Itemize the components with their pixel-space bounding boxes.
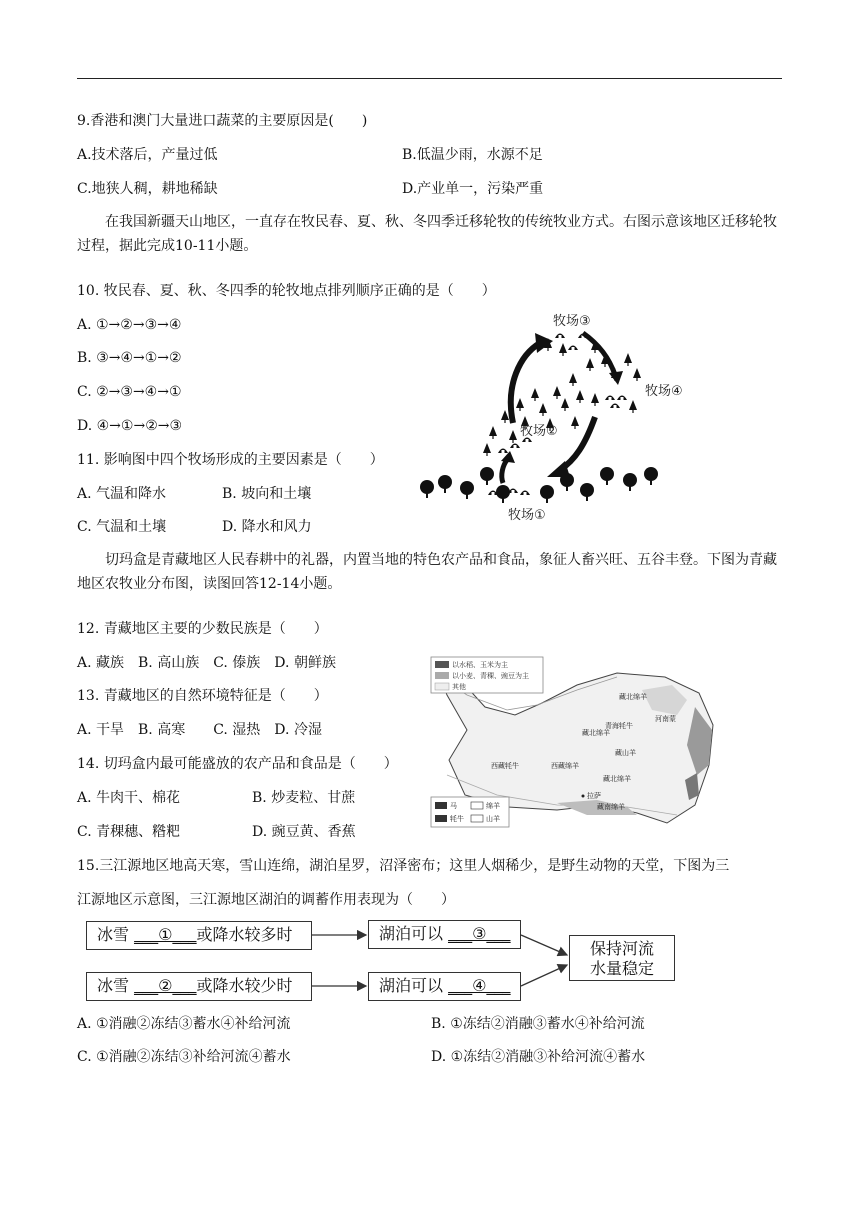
legend-wheat-barley: 以小麦、青稞、豌豆为主 [452, 672, 529, 680]
box3-prefix: 湖泊可以 [379, 924, 444, 943]
blank-1: ___①___ [134, 925, 197, 944]
map-label: 藏北绵羊 [619, 693, 647, 701]
q10-stem: 10. 牧民春、夏、秋、冬四季的轮牧地点排列顺序正确的是（ ） [77, 283, 496, 299]
q11-option-d[interactable]: D. 降水和风力 [222, 519, 312, 535]
q14-option-d[interactable]: D. 豌豆黄、香蕉 [252, 824, 356, 840]
q10-option-c[interactable]: C. ②→③→④→① [77, 384, 182, 400]
result-line2: 水量稳定 [589, 959, 654, 978]
q11-option-a[interactable]: A. 气温和降水 [77, 486, 167, 502]
result-line1: 保持河流 [589, 939, 654, 958]
q15-option-b[interactable]: B. ①冻结②消融③蓄水④补给河流 [431, 1016, 645, 1032]
map-label: 拉萨 [587, 792, 601, 800]
q9-option-b[interactable]: B.低温少雨，水源不足 [402, 147, 543, 163]
q14-option-b[interactable]: B. 炒麦粒、甘蔗 [252, 790, 356, 806]
map-label: 西藏牦牛 [491, 762, 519, 770]
map-label: 藏北绵羊 [582, 729, 610, 737]
q13-stem: 13. 青藏地区的自然环境特征是（ ） [77, 688, 328, 704]
q10-option-a[interactable]: A. ①→②→③→④ [77, 317, 182, 333]
map-label: 青海牦牛 [605, 722, 633, 730]
q9-option-c[interactable]: C.地狭人稠，耕地稀缺 [77, 181, 218, 197]
q14-option-a[interactable]: A. 牛肉干、棉花 [77, 790, 181, 806]
q15-option-c[interactable]: C. ①消融②冻结③补给河流④蓄水 [77, 1049, 291, 1065]
q12-stem: 12. 青藏地区主要的少数民族是（ ） [77, 621, 328, 637]
box2-prefix: 冰雪 [97, 976, 130, 995]
pasture-2-label: 牧场② [520, 424, 558, 439]
box4-prefix: 湖泊可以 [379, 976, 444, 995]
legend-goat: 山羊 [486, 815, 500, 823]
legend-other: 其他 [452, 683, 466, 691]
map-label: 藏山羊 [615, 749, 636, 757]
q9-option-d[interactable]: D.产业单一，污染严重 [402, 181, 544, 197]
q12-options[interactable]: A. 藏族 B. 高山族 C. 傣族 D. 朝鲜族 [77, 655, 336, 671]
map-label: 藏北绵羊 [603, 775, 631, 783]
pasture-3-label: 牧场③ [553, 314, 591, 329]
q10-option-d[interactable]: D. ④→①→②→③ [77, 418, 183, 434]
pasture-1-label: 牧场① [508, 508, 546, 523]
intro-12-14: 切玛盒是青藏地区人民春耕中的礼器，内置当地的特色农产品和食品，象征人畜兴旺、五谷丰登。下图为青藏地区农牧业分布图，读图回答12-14小题。 [77, 552, 777, 592]
q10-option-b[interactable]: B. ③→④→①→② [77, 350, 182, 366]
box1-prefix: 冰雪 [97, 925, 130, 944]
intro-10-11: 在我国新疆天山地区，一直存在牧民春、夏、秋、冬四季迁移轮牧的传统牧业方式。右图示意该地区迁移轮牧过程，据此完成10-11小题。 [77, 214, 777, 254]
legend-sheep: 绵羊 [486, 802, 500, 810]
map-label: 河南蒙 [655, 715, 676, 723]
legend-yak: 牦牛 [450, 815, 464, 823]
legend-horse: 马 [450, 802, 457, 810]
q15-option-a[interactable]: A. ①消融②冻结③蓄水④补给河流 [77, 1016, 291, 1032]
q15-option-d[interactable]: D. ①冻结②消融③补给河流④蓄水 [431, 1049, 646, 1065]
q15-stem-line2: 江源地区示意图，三江源地区湖泊的调蓄作用表现为（ ） [77, 892, 455, 908]
pasture-4-label: 牧场④ [645, 384, 683, 399]
q15-stem-line1: 15.三江源地区地高天寒，雪山连绵，湖泊星罗，沼泽密布；这里人烟稀少，是野生动物的天堂，下图为三 [77, 858, 730, 874]
q14-option-c[interactable]: C. 青稞穗、糌粑 [77, 824, 181, 840]
blank-3: ___③___ [448, 924, 511, 943]
q11-option-c[interactable]: C. 气温和土壤 [77, 519, 167, 535]
q9-stem: 9.香港和澳门大量进口蔬菜的主要原因是( ) [77, 113, 368, 129]
map-label: 藏南绵羊 [597, 803, 625, 811]
box1-suffix: 或降水较多时 [196, 925, 293, 944]
q11-option-b[interactable]: B. 坡向和土壤 [222, 486, 312, 502]
q11-stem: 11. 影响图中四个牧场形成的主要因素是（ ） [77, 452, 384, 468]
q9-option-a[interactable]: A.技术落后，产量过低 [77, 147, 218, 163]
blank-2: ___②___ [134, 976, 197, 995]
box2-suffix: 或降水较少时 [196, 976, 293, 995]
legend-rice-maize: 以水稻、玉米为主 [452, 661, 508, 669]
blank-4: ___④___ [448, 976, 511, 995]
q13-options[interactable]: A. 干旱 B. 高寒 C. 湿热 D. 冷湿 [77, 722, 322, 738]
q14-stem: 14. 切玛盒内最可能盛放的农产品和食品是（ ） [77, 756, 398, 772]
map-label: 西藏绵羊 [551, 762, 579, 770]
